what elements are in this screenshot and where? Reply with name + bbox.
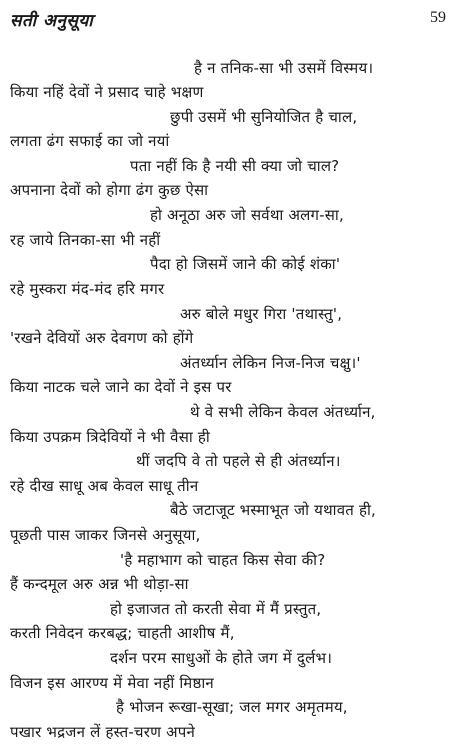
poem-line: बैठे जटाजूट भस्माभूत जो यथावत ही, [170,501,377,519]
poem-line: विजन इस आरण्य में मेवा नहीं मिष्ठान [10,674,214,692]
poem-line: हैं कन्दमूल अरु अन्न भी थोड़ा-सा [10,575,189,593]
poem-line: अरु बोले मधुर गिरा 'तथास्तु', [180,305,343,323]
poem-line: पूछती पास जाकर जिनसे अनुसूया, [10,526,201,544]
poem-line: लगता ढंग सफाई का जो नयां [10,132,170,150]
poem-line: पखार भद्रजन लें हस्त-चरण अपने [10,723,195,741]
poem-line: रह जाये तिनका-सा भी नहीं [10,231,161,249]
poem-line: थे वे सभी लेकिन केवल अंतर्ध्यान, [190,403,376,421]
poem-line: 'रखने देवियों अरु देवगण को होंगे [10,329,194,347]
page-number: 59 [430,9,446,26]
poem-line: 'है महाभाग को चाहत किस सेवा की? [120,551,326,569]
poem-line: किया नाटक चले जाने का देवों ने इस पर [10,378,232,396]
poem-line: किया उपक्रम त्रिदेवियों ने भी वैसा ही [10,428,210,446]
poem-line: पैदा हो जिसमें जाने की कोई शंका' [150,255,341,273]
poem-line: है भोजन रूखा-सूखा; जल मगर अमृतमय, [116,698,348,716]
poem-line: थीं जदपि वे तो पहले से ही अंतर्ध्यान। [136,452,341,470]
poem-line: अंतर्ध्यान लेकिन निज-निज चक्षु।' [180,354,361,372]
poem-line: किया नहिं देवों ने प्रसाद चाहे भक्षण [10,83,204,101]
poem-line: छुपी उसमें भी सुनियोजित है चाल, [170,108,358,126]
poem-line: हो इजाजत तो करती सेवा में मैं प्रस्तुत, [110,600,322,618]
poem-line: हो अनूठा अरु जो सर्वथा अलग-सा, [150,206,344,224]
poem-line: है न तनिक-सा भी उसमें विस्मय। [194,59,374,77]
poem-line: करती निवेदन करबद्ध; चाहती आशीष मैं, [10,624,235,642]
poem-line: रहे मुस्करा मंद-मंद हरि मगर [10,280,165,298]
poem-line: दर्शन परम साधुओं के होते जग में दुर्लभ। [110,649,333,667]
poem-line: पता नहीं कि है नयी सी क्या जो चाल? [130,157,340,175]
poem-line: रहे दीख साधू अब केवल साधू तीन [10,477,199,495]
poem-line: अपनाना देवों को होगा ढंग कुछ ऐसा [10,181,209,199]
running-header-title: सती अनुसूया [10,11,94,31]
